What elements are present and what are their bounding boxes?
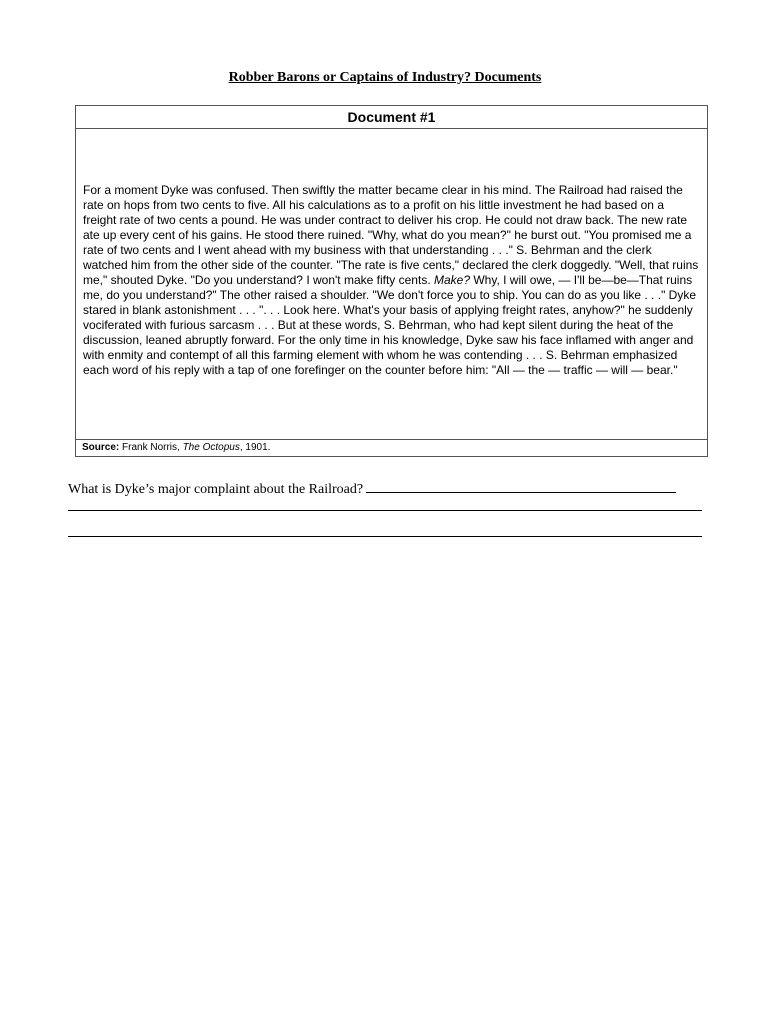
question-text: What is Dyke’s major complaint about the Railroad? [68, 482, 364, 497]
document-box [75, 105, 708, 457]
excerpt-italic: Make? [433, 273, 471, 287]
document-source [76, 439, 707, 456]
answer-line-2[interactable] [68, 536, 702, 537]
document-header: Document #1 [76, 106, 707, 129]
question [68, 478, 708, 498]
source-author: Frank Norris, [119, 442, 183, 453]
excerpt-part-2: Why, I will owe, — I'll be—be—That ruins me, do you understand?" The other raised a shoulder. "We don't force you to ship. You can do as you like . . ." Dyke stared in blank astonishment . . . ". . . Look here. What's your basis of applying freight rates, anyhow?" he suddenly vociferated with furious sarcasm . . . But at these words, S. Behrman, who had kept silent during the heat of the discussion, leaned abruptly forward. For the only time in his knowledge, Dyke saw his face inflamed with anger and with enmity and contempt of all this farming element with whom he was contending . . . S. Behrman emphasized each word of his reply with a tap of one forefinger on the counter before him: "All — the — traffic — will — bear." [83, 273, 696, 377]
source-year: , 1901. [239, 442, 271, 453]
source-work: The Octopus [182, 442, 240, 453]
answer-line-1[interactable] [68, 510, 702, 511]
page-title: Robber Barons or Captains of Industry? Documents [228, 70, 542, 85]
answer-blank[interactable] [366, 478, 676, 493]
document-excerpt [83, 183, 699, 378]
source-label: Source: [82, 442, 120, 453]
excerpt-part-1: For a moment Dyke was confused. Then swiftly the matter became clear in his mind. The Railroad had raised the rate on hops from two cents to five. All his calculations as to a profit on his little investment he had based on a freight rate of two cents a pound. He was under contract to deliver his crop. He could not draw back. The new rate ate up every cent of his gains. He stood there ruined. "Why, what do you mean?" he burst out. "You promised me a rate of two cents and I went ahead with my business with that understanding . . ." S. Behrman and the clerk watched him from the other side of the counter. "The rate is five cents," declared the clerk doggedly. "Well, that ruins me," shouted Dyke. "Do you understand? I won't make fifty cents. [83, 183, 699, 287]
document-body [76, 129, 707, 441]
